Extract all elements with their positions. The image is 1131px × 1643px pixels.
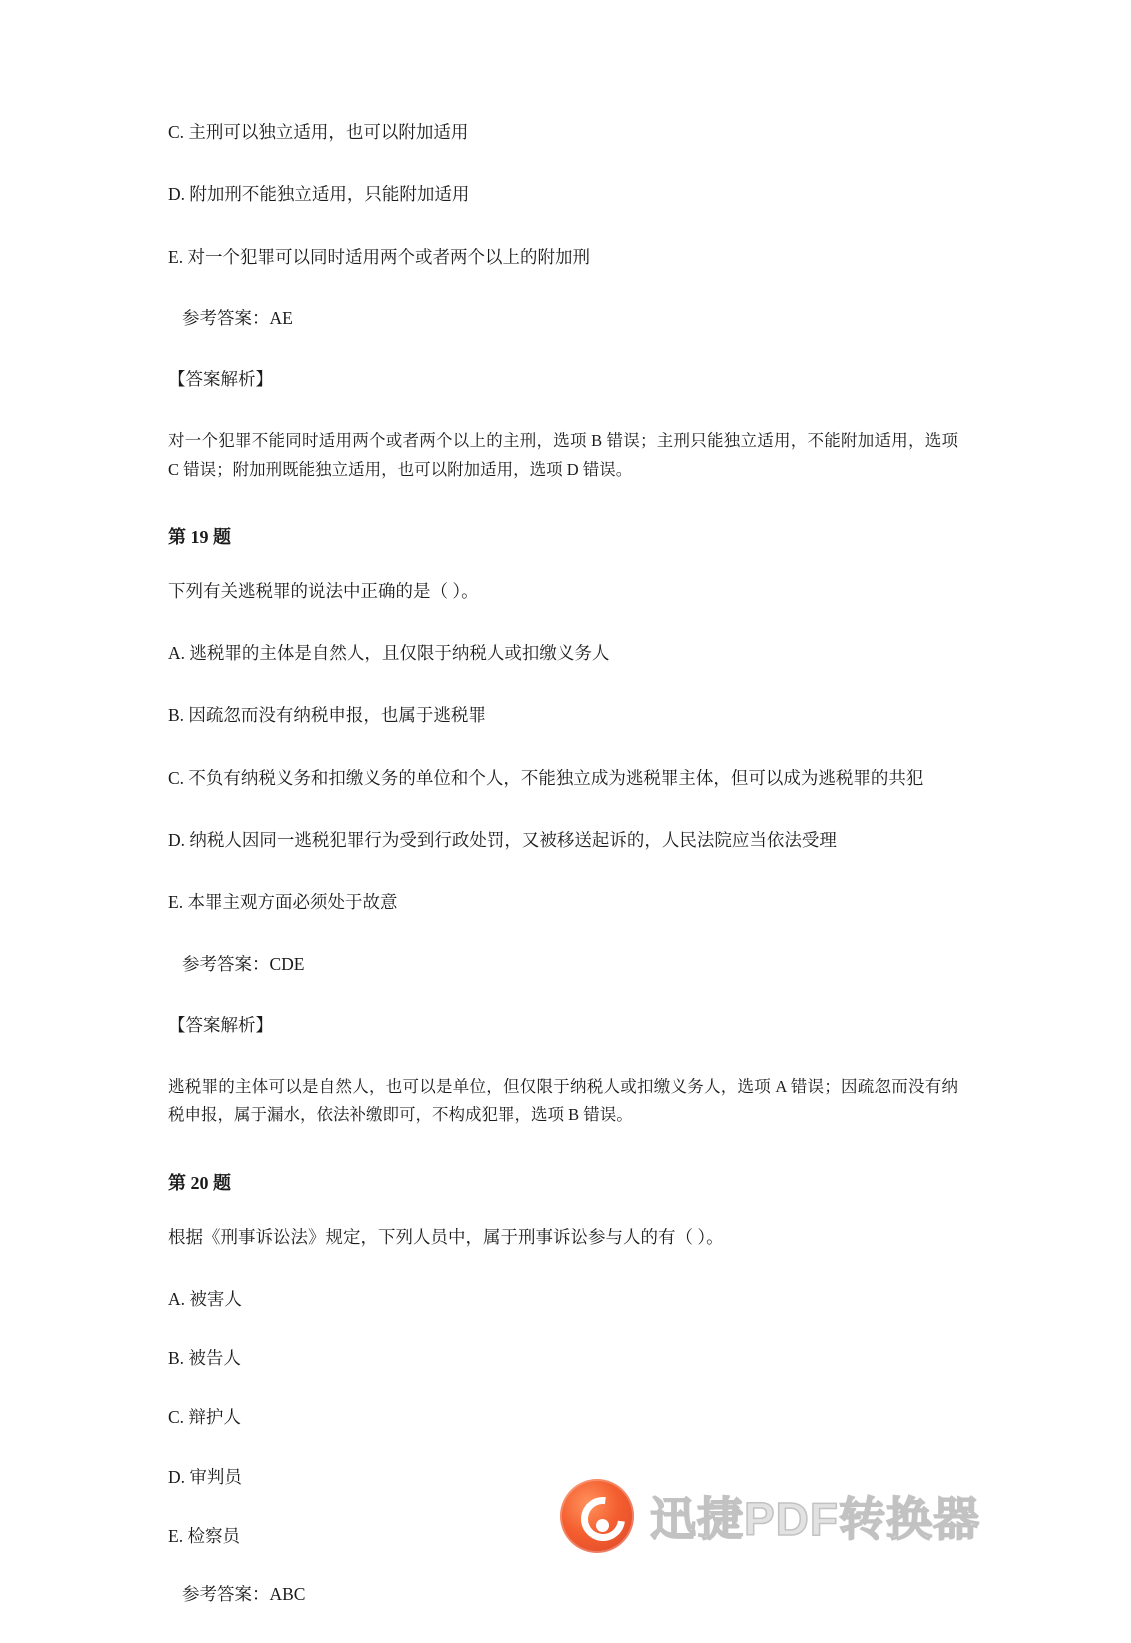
watermark [560, 1470, 1080, 1562]
question-title: 第 19 题 [168, 527, 231, 548]
answer-explanation-heading: 【答案解析】 [168, 369, 273, 390]
option-item: C. 不负有纳税义务和扣缴义务的单位和个人，不能独立成为逃税罪主体，但可以成为逃税罪的共犯 [168, 767, 924, 788]
watermark-text: 迅捷PDF转换器 [650, 1493, 980, 1545]
reference-answer: 参考答案：CDE [182, 953, 305, 974]
option-item: D. 附加刑不能独立适用，只能附加适用 [168, 184, 470, 205]
reference-answer: 参考答案：AE [182, 308, 293, 329]
answer-explanation-text: 逃税罪的主体可以是自然人，也可以是单位，但仅限于纳税人或扣缴义务人，选项 A 错误；因疏忽而没有纳税申报，属于漏水，依法补缴即可，不构成犯罪，选项 B 错误。 [168, 1077, 958, 1125]
question-stem: 下列有关逃税罪的说法中正确的是（ ）。 [168, 581, 479, 602]
answer-explanation-text: 对一个犯罪不能同时适用两个或者两个以上的主刑，选项 B 错误；主刑只能独立适用，不能附加适用，选项 C 错误；附加刑既能独立适用，也可以附加适用，选项 D 错误。 [168, 431, 958, 479]
option-item: C. 主刑可以独立适用，也可以附加适用 [168, 122, 469, 142]
swift-pdf-logo-icon [560, 1479, 634, 1553]
option-item: C. 辩护人 [168, 1407, 241, 1428]
option-item: A. 被害人 [168, 1288, 242, 1309]
option-item: A. 逃税罪的主体是自然人，且仅限于纳税人或扣缴义务人 [168, 643, 610, 664]
option-item: E. 对一个犯罪可以同时适用两个或者两个以上的附加刑 [168, 246, 590, 267]
option-item: D. 审判员 [168, 1466, 242, 1487]
question-title: 第 20 题 [168, 1172, 231, 1193]
option-item: E. 检察员 [168, 1526, 240, 1547]
question-stem: 根据《刑事诉讼法》规定，下列人员中，属于刑事诉讼参与人的有（ ）。 [168, 1226, 724, 1247]
document-content [168, 118, 958, 1643]
option-item: B. 因疏忽而没有纳税申报，也属于逃税罪 [168, 705, 486, 726]
option-item: E. 本罪主观方面必须处于故意 [168, 892, 398, 913]
reference-answer: 参考答案：ABC [182, 1584, 306, 1605]
option-item: B. 被告人 [168, 1348, 241, 1369]
answer-explanation-heading: 【答案解析】 [168, 1014, 273, 1035]
option-item: D. 纳税人因同一逃税犯罪行为受到行政处罚，又被移送起诉的，人民法院应当依法受理 [168, 830, 837, 851]
